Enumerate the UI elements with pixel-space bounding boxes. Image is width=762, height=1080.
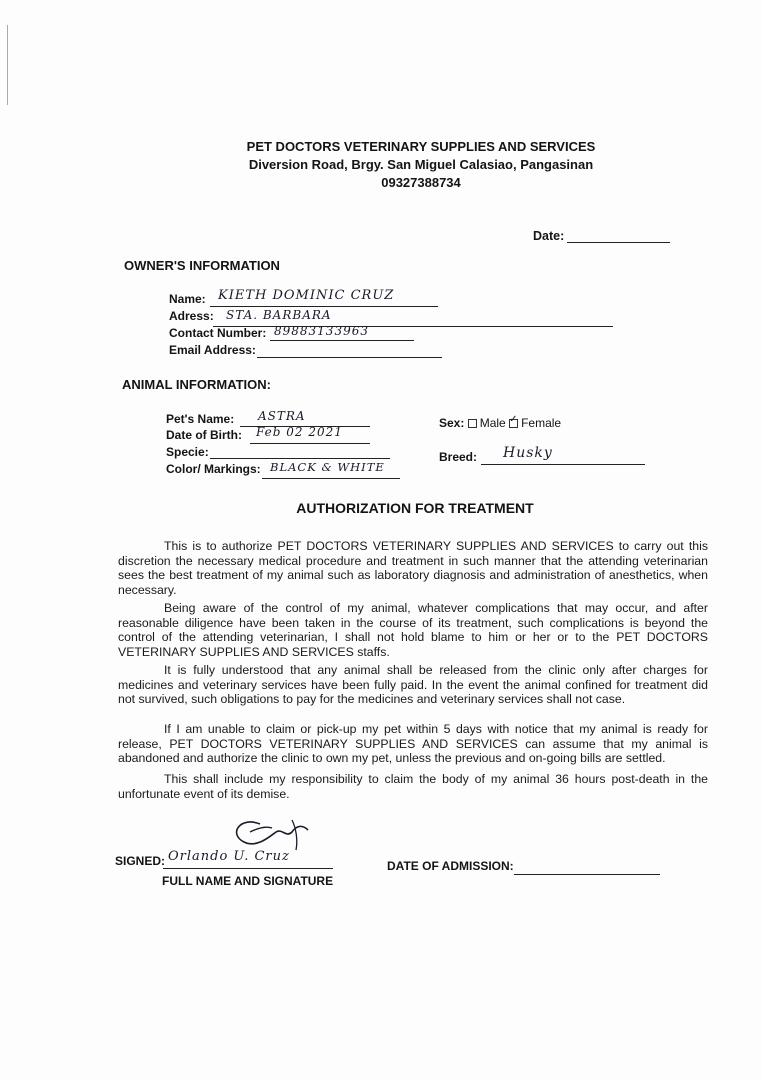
color-value: BLACK & WHITE	[270, 460, 385, 474]
color-label: Color/ Markings:	[166, 462, 261, 476]
specie-label: Specie:	[166, 445, 209, 459]
scan-edge-mark	[7, 25, 8, 105]
signature-scribble	[222, 812, 312, 852]
owner-name-value: KIETH DOMINIC CRUZ	[218, 288, 395, 303]
signed-value: Orlando U. Cruz	[168, 849, 290, 864]
owner-contact-label: Contact Number:	[169, 326, 267, 340]
auth-paragraph-5: This shall include my responsibility to claim the body of my animal 36 hours post-death in the unfortunate event of its demise.	[118, 772, 708, 801]
sex-label: Sex:	[439, 416, 465, 430]
owner-name-label: Name:	[169, 292, 206, 306]
signed-field[interactable]	[163, 868, 333, 869]
company-phone: 09327388734	[381, 175, 461, 190]
admission-label: DATE OF ADMISSION:	[387, 859, 514, 873]
owner-name-field[interactable]	[210, 306, 438, 307]
female-option-label: Female	[521, 416, 562, 430]
owner-contact-field[interactable]	[270, 340, 414, 341]
breed-label: Breed:	[439, 450, 478, 464]
pet-name-label: Pet's Name:	[166, 412, 235, 426]
dob-label: Date of Birth:	[166, 428, 242, 442]
sex-field	[439, 416, 561, 430]
auth-title: AUTHORIZATION FOR TREATMENT	[296, 500, 534, 516]
owner-email-field[interactable]	[257, 357, 442, 358]
company-address: Diversion Road, Brgy. San Miguel Calasiao, Pangasinan	[248, 157, 594, 172]
owner-address-value: STA. BARBARA	[226, 308, 332, 322]
auth-paragraph-1: This is to authorize PET DOCTORS VETERINARY SUPPLIES AND SERVICES to carry out this discretion the necessary medical procedure and treatment in such manner that the attending veterinarian sees the best treatment of my animal such as laboratory diagnosis and administration of anesthetics, when necessary.	[118, 539, 708, 597]
specie-field[interactable]	[210, 458, 390, 459]
female-checkmark-icon: ✓	[509, 414, 518, 426]
animal-heading: ANIMAL INFORMATION:	[122, 377, 271, 392]
auth-paragraph-3: It is fully understood that any animal shall be released from the clinic only after charges for medicines and veterinary services have been fully paid. In the event the animal confined for treatment did not survived, such obligations to pay for the medicines and veterinary services shall not case.	[118, 663, 708, 707]
dob-value: Feb 02 2021	[256, 425, 343, 439]
male-checkbox[interactable]	[468, 419, 477, 428]
male-option-label: Male	[479, 416, 506, 430]
owner-heading: OWNER'S INFORMATION	[124, 258, 280, 273]
admission-date-field[interactable]	[514, 874, 660, 875]
breed-value: Husky	[503, 445, 553, 461]
owner-address-label: Adress:	[169, 309, 214, 323]
auth-paragraph-2: Being aware of the control of my animal, whatever complications that may occur, and after reasonable diligence have been taken in the course of its treatment, such complications is beyond the control of the attending veterinarian, I shall not hold blame to him or her or to the PET DOCTORS VETERINARY SUPPLIES AND SERVICES staffs.	[118, 601, 708, 659]
owner-address-field[interactable]	[213, 326, 613, 327]
auth-paragraph-4: If I am unable to claim or pick-up my pet within 5 days with notice that my animal is ready for release, PET DOCTORS VETERINARY SUPPLIES AND SERVICES can assume that my animal is abandoned and authorize the clinic to own my pet, unless the previous and on-going bills are settled.	[118, 722, 708, 766]
company-name: PET DOCTORS VETERINARY SUPPLIES AND SERVICES	[246, 139, 596, 154]
owner-contact-value: 89883133963	[274, 324, 369, 338]
signature-caption: FULL NAME AND SIGNATURE	[162, 874, 334, 888]
breed-field[interactable]	[481, 464, 645, 465]
dob-field[interactable]	[250, 443, 370, 444]
signed-label: SIGNED:	[115, 854, 166, 868]
color-field[interactable]	[262, 478, 400, 479]
date-label: Date:	[533, 229, 565, 243]
owner-email-label: Email Address:	[169, 343, 256, 357]
date-field[interactable]	[567, 242, 670, 243]
pet-name-value: ASTRA	[258, 409, 306, 423]
female-checkbox[interactable]	[509, 414, 518, 428]
